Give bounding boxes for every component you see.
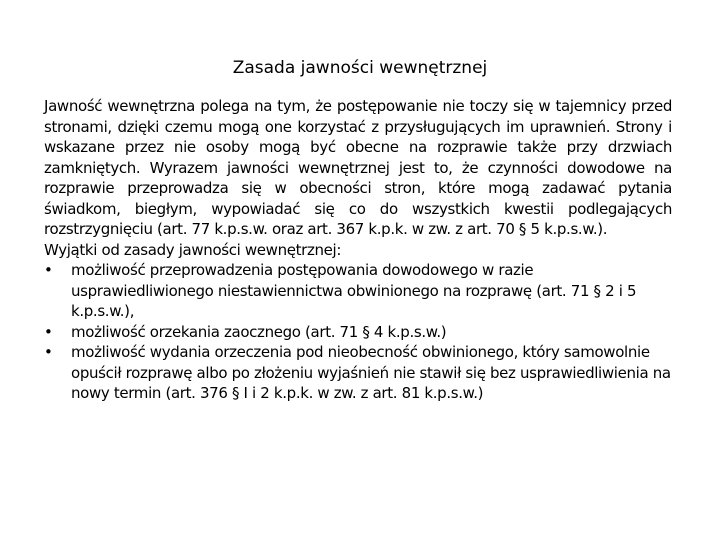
exceptions-list — [44, 260, 672, 404]
exceptions-heading: Wyjątki od zasady jawności wewnętrznej: — [44, 240, 342, 259]
bullet-icon: • — [44, 322, 53, 341]
slide-body — [44, 96, 672, 404]
bullet-icon: • — [44, 261, 53, 279]
list-item-text: możliwość wydania orzeczenia pod nieobecność obwinionego, który samowolnie opuścił rozprawę albo po złożeniu wyjaśnień nie stawił się bez usprawiedliwienia na nowy termin (art. 376 § I i 2 k.p.k. w zw. z art. 81 k.p.s.w.) — [71, 343, 671, 402]
list-item — [44, 260, 672, 322]
list-item — [44, 342, 672, 404]
bullet-icon: • — [44, 343, 53, 361]
main-paragraph: Jawność wewnętrzna polega na tym, że postępowanie nie toczy się w tajemnicy przed stronami, dzięki czemu mogą one korzystać z przysługujących im uprawnień. Strony i wskazane przez nie osoby mogą być obecne na rozprawie także przy drzwiach zamkniętych. Wyrazem jawności wewnętrznej jest to, że czynności dowodowe na rozprawie przeprowadza się w obecności stron, które mogą zadawać pytania świadkom, biegłym, wypowiadać się co do wszystkich kwestii podlegających rozstrzygnięciu (art. 77 k.p.s.w. oraz art. 367 k.p.k. w zw. z art. 70 § 5 k.p.s.w.). — [44, 97, 672, 238]
slide-title: Zasada jawności wewnętrznej — [232, 58, 488, 78]
list-item-text: możliwość orzekania zaocznego (art. 71 § 4 k.p.s.w.) — [71, 322, 447, 341]
list-item-text: możliwość przeprowadzenia postępowania dowodowego w razie usprawiedliwionego niestawiennictwa obwinionego na rozprawę (art. 71 § 2 i 5 k.p.s.w.), — [71, 261, 637, 320]
list-item — [44, 322, 672, 343]
